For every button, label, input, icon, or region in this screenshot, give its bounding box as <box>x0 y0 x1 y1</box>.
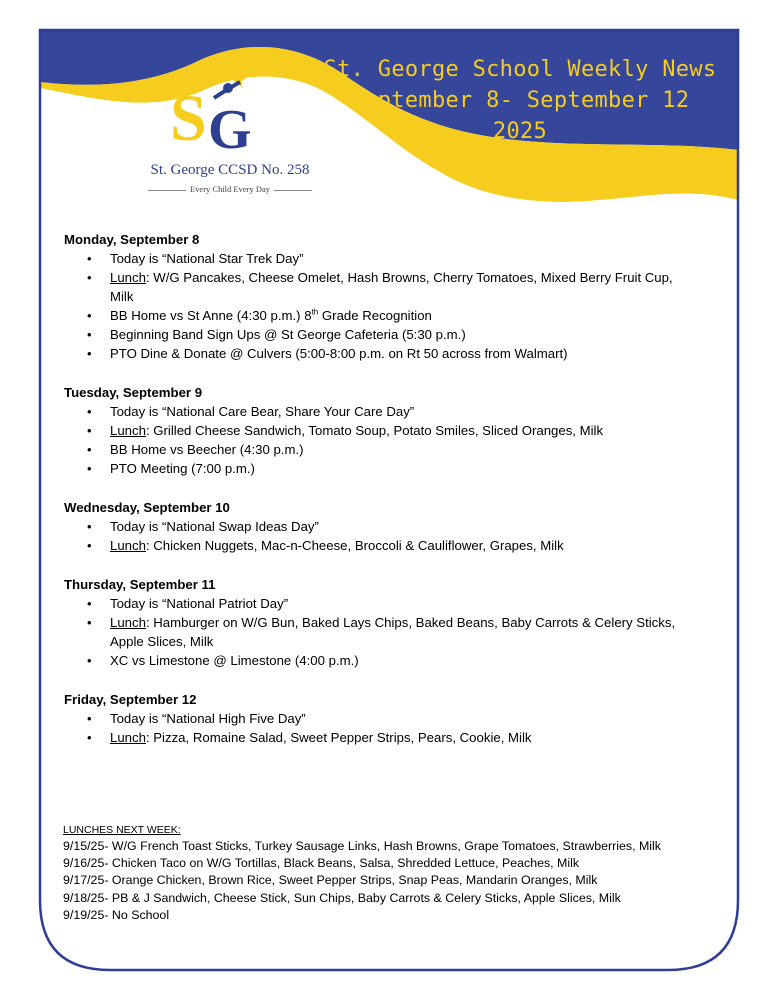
day-title: Wednesday, September 10 <box>64 500 230 515</box>
day-wednesday <box>64 498 714 555</box>
next-week-line: 9/19/25- No School <box>63 907 170 922</box>
next-week-line: 9/15/25- W/G French Toast Sticks, Turkey Sausage Links, Hash Browns, Grape Tomatoes, Strawberries, Milk <box>63 839 661 853</box>
day-thursday <box>64 575 714 670</box>
lunch-label: Lunch <box>110 538 146 553</box>
logo-letter-s: S <box>170 82 207 155</box>
list-item: • PTO Dine & Donate @ Culvers (5:00-8:00 p.m. on Rt 50 across from Walmart) <box>110 344 714 363</box>
list-item: • BB Home vs Beecher (4:30 p.m.) <box>110 440 714 459</box>
newsletter-title <box>320 54 720 147</box>
list-item: • Lunch: Chicken Nuggets, Mac-n-Cheese, Broccoli & Cauliflower, Grapes, Milk <box>110 536 714 555</box>
list-item: • Today is “National Patriot Day” <box>110 594 714 613</box>
list-item: • Lunch: Grilled Cheese Sandwich, Tomato Soup, Potato Smiles, Sliced Oranges, Milk <box>110 421 714 440</box>
list-item: • Today is “National Care Bear, Share Your Care Day” <box>110 402 714 421</box>
list-item: • Beginning Band Sign Ups @ St George Cafeteria (5:30 p.m.) <box>110 325 714 344</box>
day-monday <box>64 230 714 363</box>
lunch-label: Lunch <box>110 730 146 745</box>
logo-letter-g: G <box>208 99 252 156</box>
list-item: • Today is “National Swap Ideas Day” <box>110 517 714 536</box>
next-week-lunches <box>63 822 723 924</box>
next-week-line: 9/18/25- PB & J Sandwich, Cheese Stick, Sun Chips, Baby Carrots & Celery Sticks, Apple Slices, Milk <box>63 890 621 905</box>
sg-logo-mark <box>166 68 266 156</box>
district-logo <box>130 68 330 208</box>
list-item: • Lunch: W/G Pancakes, Cheese Omelet, Hash Browns, Cherry Tomatoes, Mixed Berry Fruit Cup, Milk <box>110 268 714 306</box>
day-items <box>64 709 714 747</box>
list-item: • Lunch: Pizza, Romaine Salad, Sweet Pepper Strips, Pears, Cookie, Milk <box>110 728 714 747</box>
lunch-label: Lunch <box>110 615 146 630</box>
district-tagline: Every Child Every Day <box>130 184 330 194</box>
list-item: • PTO Meeting (7:00 p.m.) <box>110 459 714 478</box>
district-name: St. George CCSD No. 258 <box>150 162 310 178</box>
day-tuesday <box>64 383 714 478</box>
day-title: Thursday, September 11 <box>64 577 216 592</box>
day-friday <box>64 690 714 747</box>
day-items <box>64 594 714 670</box>
lunch-label: Lunch <box>110 423 146 438</box>
next-week-title: LUNCHES NEXT WEEK: <box>63 824 181 836</box>
list-item: • Today is “National Star Trek Day” <box>110 249 714 268</box>
day-items <box>64 402 714 478</box>
title-line-3: 2025 <box>492 119 548 144</box>
title-line-2: September 8- September 12 <box>350 88 690 113</box>
day-items <box>64 249 714 363</box>
next-week-line: 9/16/25- Chicken Taco on W/G Tortillas, Black Beans, Salsa, Shredded Lettuce, Peaches, Milk <box>63 856 580 871</box>
list-item: • BB Home vs St Anne (4:30 p.m.) 8th Grade Recognition <box>110 306 714 325</box>
day-title: Monday, September 8 <box>64 232 200 247</box>
list-item: • Lunch: Hamburger on W/G Bun, Baked Lays Chips, Baked Beans, Baby Carrots & Celery Sticks, Apple Slices, Milk <box>110 613 714 651</box>
day-items <box>64 517 714 555</box>
lunch-label: Lunch <box>110 270 146 285</box>
list-item: • XC vs Limestone @ Limestone (4:00 p.m.) <box>110 651 714 670</box>
day-title: Friday, September 12 <box>64 692 197 707</box>
list-item: • Today is “National High Five Day” <box>110 709 714 728</box>
weekly-schedule <box>64 230 714 767</box>
day-title: Tuesday, September 9 <box>64 385 203 400</box>
title-line-1: St. George School Weekly News <box>323 57 717 82</box>
next-week-line: 9/17/25- Orange Chicken, Brown Rice, Sweet Pepper Strips, Snap Peas, Mandarin Oranges, Milk <box>63 873 598 888</box>
